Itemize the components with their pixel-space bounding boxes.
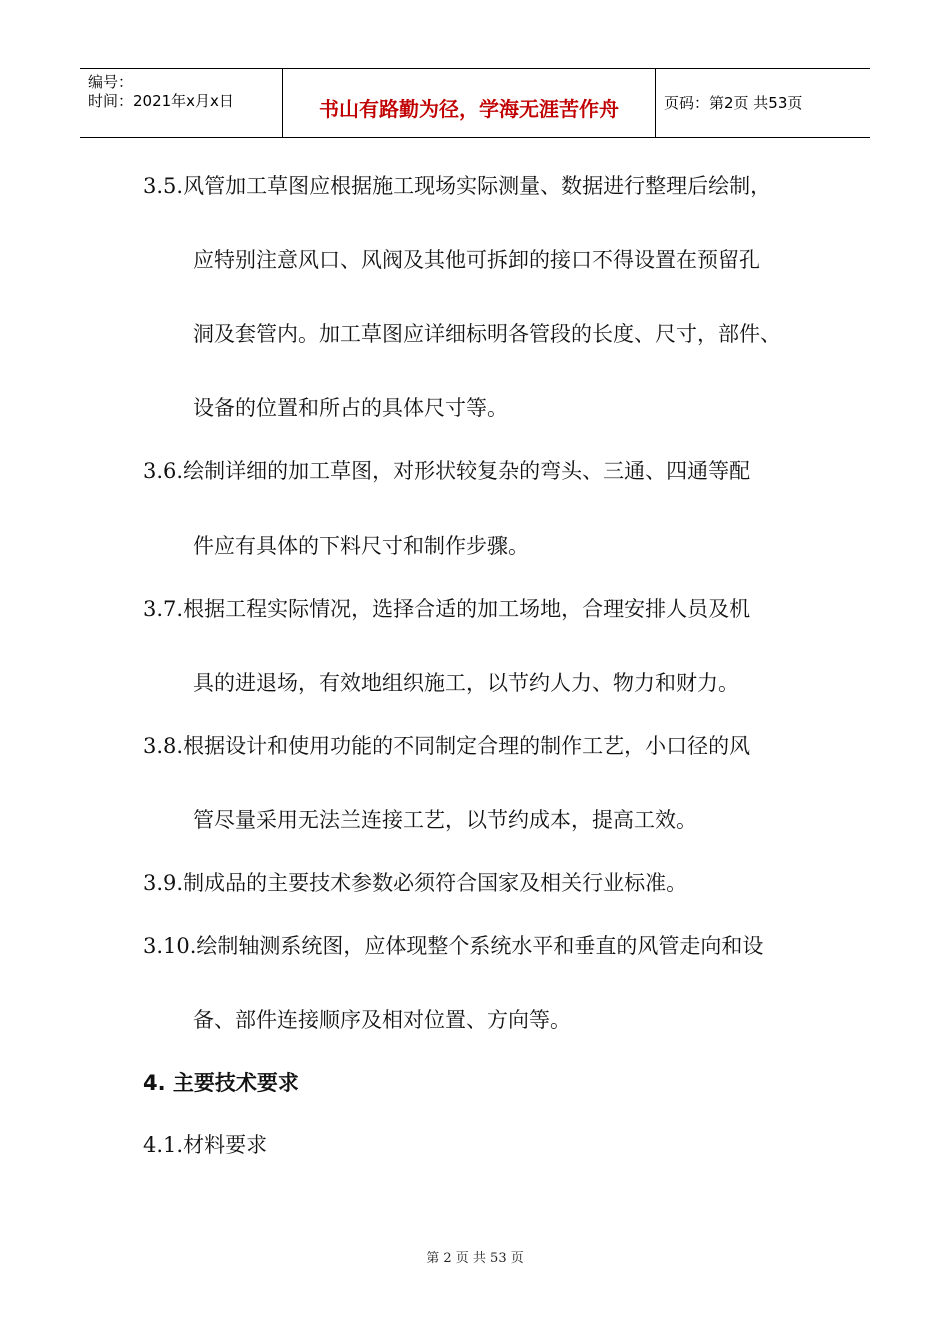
- body-line: 应特别注意风口、风阀及其他可拆卸的接口不得设置在预留孔: [193, 248, 760, 272]
- header-right-cell: [656, 69, 870, 137]
- page-header: [80, 68, 870, 138]
- body-line: 洞及套管内。加工草图应详细标明各管段的长度、尺寸，部件、: [193, 322, 781, 346]
- header-motto: 书山有路勤为径，学海无涯苦作舟: [319, 97, 619, 121]
- subsection-heading: 4.1.材料要求: [143, 1133, 268, 1157]
- body-line: 3.9.制成品的主要技术参数必须符合国家及相关行业标准。: [143, 871, 688, 895]
- body-line: 3.5.风管加工草图应根据施工现场实际测量、数据进行整理后绘制，: [143, 174, 772, 198]
- page-footer: 第 2 页 共 53 页: [426, 1251, 524, 1266]
- body-line: 件应有具体的下料尺寸和制作步骤。: [193, 534, 529, 558]
- body-line: 3.8.根据设计和使用功能的不同制定合理的制作工艺，小口径的风: [143, 734, 751, 758]
- doc-time-label: 时间：2021年x月x日: [88, 92, 234, 110]
- body-line: 3.7.根据工程实际情况，选择合适的加工场地，合理安排人员及机: [143, 597, 751, 621]
- body-line: 3.10.绘制轴测系统图，应体现整个系统水平和垂直的风管走向和设: [143, 934, 764, 958]
- body-line: 备、部件连接顺序及相对位置、方向等。: [193, 1008, 571, 1032]
- section-heading: 4. 主要技术要求: [143, 1071, 299, 1095]
- doc-number-label: 编号：: [88, 73, 134, 91]
- body-line: 3.6.绘制详细的加工草图，对形状较复杂的弯头、三通、四通等配: [143, 459, 751, 483]
- header-left-cell: [80, 69, 283, 137]
- header-motto-cell: [283, 69, 656, 137]
- body-line: 管尽量采用无法兰连接工艺，以节约成本，提高工效。: [193, 808, 697, 832]
- body-line: 具的进退场，有效地组织施工，以节约人力、物力和财力。: [193, 671, 739, 695]
- body-line: 设备的位置和所占的具体尺寸等。: [193, 396, 508, 420]
- header-page-label: 页码：第2页 共53页: [664, 94, 803, 112]
